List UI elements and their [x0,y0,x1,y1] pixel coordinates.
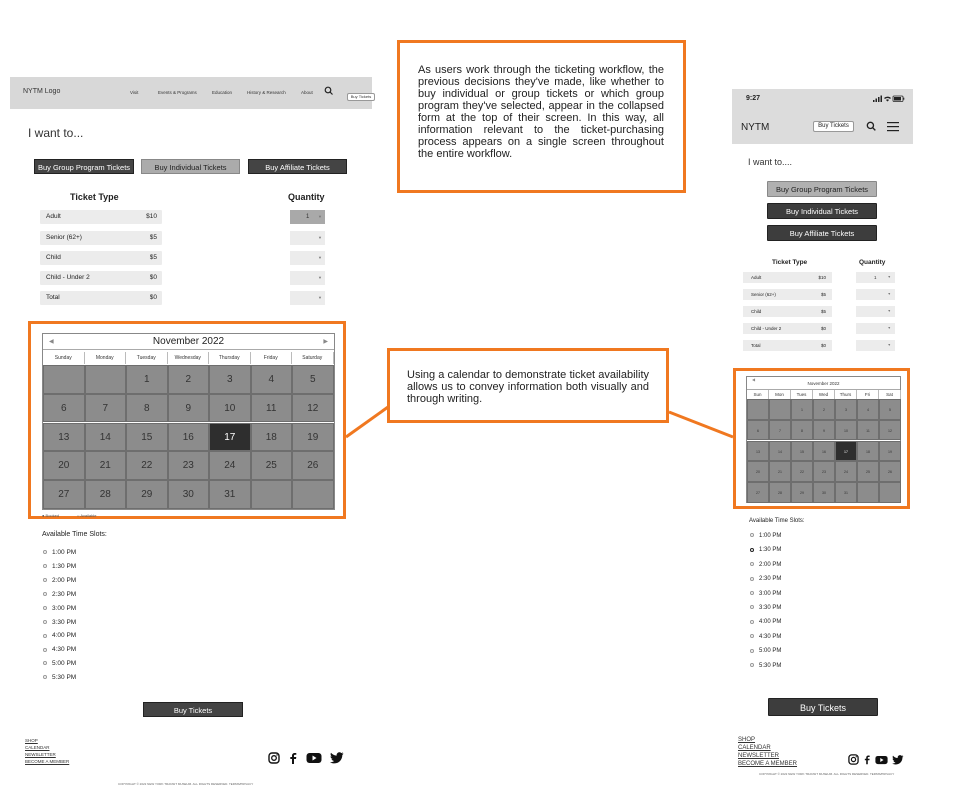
nav-history-research[interactable]: History & Research [247,90,286,95]
mobile-calendar-day[interactable]: 25 [857,461,879,482]
mobile-calendar-day[interactable]: 28 [769,482,791,503]
instagram-icon[interactable] [268,751,280,769]
radio-icon[interactable] [43,578,47,582]
quantity-select-adult[interactable]: 1 ▼ [290,210,325,224]
mobile-calendar-weekday-label: Fri [857,390,879,399]
chevron-down-icon: ▼ [887,326,891,330]
mobile-calendar-day[interactable]: 11 [857,420,879,441]
calendar-weekday-label: Saturday [292,352,334,364]
time-slot-option[interactable] [43,646,76,653]
calendar-day[interactable]: 23 [168,451,210,480]
calendar-day[interactable]: 12 [292,394,334,423]
radio-icon[interactable] [750,562,754,566]
calendar-day[interactable]: 18 [251,423,293,452]
nav-events-programs[interactable]: Events & Programs [158,90,197,95]
mobile-calendar-day[interactable]: 29 [791,482,813,503]
mobile-ticket-type-header: Ticket Type [772,259,808,266]
radio-icon[interactable] [43,620,47,624]
mobile-copyright: COPYRIGHT © 2022 NEW YORK TRANSIT MUSEUM. ALL RIGHTS RESERVED. TERMS/PRIVACY [759,772,895,776]
mobile-social-icons [848,752,912,770]
mobile-quantity-header: Quantity [859,259,886,266]
youtube-icon[interactable] [875,752,888,770]
instagram-icon[interactable] [848,752,859,770]
mobile-time-slot-option[interactable] [750,619,781,625]
radio-icon[interactable] [43,648,47,652]
mobile-calendar-day[interactable]: 10 [835,420,857,441]
chevron-down-icon: ▼ [318,295,322,300]
mobile-calendar-day[interactable]: 26 [879,461,901,482]
mobile-quantity-select-senior[interactable] [856,289,895,300]
time-slot-option[interactable] [43,674,76,681]
calendar-day[interactable]: 9 [168,394,210,423]
mobile-buy-tickets-button[interactable]: Buy Tickets [768,698,878,716]
calendar-weekday-label: Tuesday [126,352,168,364]
mobile-calendar-month: November 2022 [747,377,900,390]
mobile-calendar-empty-cell [857,482,879,503]
calendar-day[interactable]: 24 [209,451,251,480]
chevron-down-icon: ▼ [887,275,891,279]
calendar-day[interactable]: 31 [209,480,251,509]
calendar-day[interactable]: 7 [85,394,127,423]
quantity-select-total[interactable] [290,291,325,305]
radio-icon[interactable] [43,661,47,665]
mobile-calendar-weekday-label: Tues [791,390,813,399]
desktop-logo[interactable]: NYTM Logo [23,88,61,95]
calendar-day[interactable]: 22 [126,451,168,480]
radio-icon[interactable] [43,634,47,638]
footer-shop-link[interactable]: SHOP [25,738,38,743]
twitter-icon[interactable] [330,751,344,769]
chevron-down-icon: ▼ [887,309,891,313]
buy-individual-button[interactable]: Buy Individual Tickets [141,159,240,174]
mobile-status-bar [732,89,913,109]
mobile-time-slot-option[interactable] [750,576,781,582]
time-slot-label: 2:30 PM [52,590,77,598]
calendar-day[interactable]: 10 [209,394,251,423]
chevron-down-icon: ▼ [318,214,322,219]
calendar-day[interactable]: 25 [251,451,293,480]
mobile-calendar-day[interactable]: 3 [835,399,857,420]
nav-visit[interactable]: Visit [130,90,139,95]
calendar-weekday-label: Friday [251,352,293,364]
available-time-slots-label: Available Time Slots: [42,531,107,538]
legend-booked: ● Booked [42,513,60,518]
mobile-calendar-day[interactable]: 20 [747,461,769,482]
mobile-navbar [732,109,913,144]
calendar-day[interactable]: 27 [43,480,85,509]
i-want-to-heading: I want to... [28,126,84,140]
callout-workflow-note: As users work through the ticketing workflow, the previous decisions they've made, like whether to buy individual or group tickets or which group program they've selected, appear in the collapsed form at the top of their screen. In this way, all information relevant to the ticket-purchasing process appears on a single screen throughout the entire workflow. [397,40,686,193]
calendar-day[interactable]: 26 [292,451,334,480]
radio-icon[interactable] [43,606,47,610]
calendar-day[interactable]: 17 [209,423,251,452]
nav-about[interactable]: About [301,90,313,95]
quantity-select-senior[interactable] [290,231,325,245]
calendar-day[interactable]: 16 [168,423,210,452]
mobile-calendar-empty-cell [879,482,901,503]
radio-icon[interactable] [750,591,754,595]
radio-icon[interactable] [750,533,754,537]
calendar-day[interactable]: 15 [126,423,168,452]
mobile-calendar-day[interactable]: 17 [835,441,857,462]
calendar-day[interactable]: 19 [292,423,334,452]
callout-calendar-note: Using a calendar to demonstrate ticket availability allows us to convey information both visually and through writing. [387,348,669,423]
calendar-month: November 2022 [43,334,334,350]
mobile-calendar-day[interactable]: 23 [813,461,835,482]
mobile-calendar-day[interactable]: 8 [791,420,813,441]
calendar-prev-icon[interactable]: ◀ [49,339,54,345]
ticket-row-child-under-2: Child - Under 2 $0 [40,271,162,285]
mobile-footer-calendar-link[interactable]: CALENDAR [738,745,771,751]
mobile-calendar-day[interactable]: 21 [769,461,791,482]
calendar-weekday-label: Wednesday [168,352,210,364]
calendar-day[interactable]: 14 [85,423,127,452]
calendar-empty-cell [251,480,293,509]
mobile-footer-shop-link[interactable]: SHOP [738,737,756,743]
chevron-down-icon: ▼ [887,343,891,347]
mobile-calendar-day[interactable]: 19 [879,441,901,462]
buy-group-program-button[interactable]: Buy Group Program Tickets [34,159,134,174]
chevron-down-icon: ▼ [318,275,322,280]
mobile-calendar-day[interactable]: 27 [747,482,769,503]
status-icons [873,95,905,103]
mobile-time-slot-label: 2:00 PM [759,561,782,568]
nav-buy-tickets-button[interactable]: Buy Tickets [347,93,375,101]
calendar-day[interactable]: 4 [251,365,293,394]
radio-icon[interactable] [43,592,47,596]
calendar-day[interactable]: 30 [168,480,210,509]
calendar-weekday-label: Sunday [43,352,85,364]
mobile-calendar [746,376,901,503]
mobile-footer-member-link[interactable]: BECOME A MEMBER [738,761,798,767]
mobile-calendar-day[interactable]: 1 [791,399,813,420]
mobile-logo[interactable]: NYTM [741,122,770,133]
mobile-calendar-weekday-label: Sat [879,390,901,399]
mobile-ticket-row-senior: Senior (62+) $5 [743,289,832,300]
mobile-quantity-select-total[interactable] [856,340,895,351]
footer-newsletter-link[interactable]: NEWSLETTER [25,752,56,757]
calendar-empty-cell [43,365,85,394]
ticket-row-senior: Senior (62+) $5 [40,231,162,245]
time-slot-label: 2:00 PM [52,576,77,584]
calendar-day[interactable]: 21 [85,451,127,480]
twitter-icon[interactable] [892,752,904,770]
mobile-ticket-row-total: Total $0 [743,340,832,351]
calendar-day[interactable]: 29 [126,480,168,509]
hamburger-menu-icon[interactable] [887,121,899,132]
calendar-day[interactable]: 8 [126,394,168,423]
mobile-calendar-prev-icon[interactable]: ◀ [752,377,756,382]
mobile-time-slot-option[interactable] [750,533,781,539]
mobile-ticket-row-child: Child $5 [743,306,832,317]
mobile-time-slot-label: 4:00 PM [759,619,782,626]
mobile-ticket-row-adult: Adult $10 [743,272,832,283]
mobile-calendar-day[interactable]: 30 [813,482,835,503]
mobile-i-want-to-heading: I want to.... [748,157,793,167]
time-slot-label: 1:30 PM [52,562,77,570]
radio-icon[interactable] [43,550,47,554]
youtube-icon[interactable] [306,751,322,769]
mobile-time-slot-option[interactable] [750,547,781,553]
mobile-calendar-day[interactable]: 15 [791,441,813,462]
mobile-buy-group-program-button[interactable]: Buy Group Program Tickets [767,181,877,197]
time-slot-option[interactable] [43,619,76,626]
calendar-day[interactable]: 20 [43,451,85,480]
time-slot-label: 3:00 PM [52,604,77,612]
mobile-quantity-select-child[interactable] [856,306,895,317]
calendar-day[interactable]: 28 [85,480,127,509]
mobile-time-slot-option[interactable] [750,648,781,654]
search-icon[interactable] [324,86,334,96]
time-slot-option[interactable] [43,660,76,667]
mobile-calendar-day[interactable]: 22 [791,461,813,482]
calendar-weekday-label: Thursday [209,352,251,364]
mobile-quantity-select-adult[interactable]: 1 ▼ [856,272,895,283]
mobile-footer-newsletter-link[interactable]: NEWSLETTER [738,753,780,759]
mobile-calendar-day[interactable]: 5 [879,399,901,420]
time-slot-label: 4:00 PM [52,632,77,640]
chevron-down-icon: ▼ [318,255,322,260]
status-time: 9:27 [746,95,761,102]
mobile-time-slot-label: 5:00 PM [759,648,782,655]
mobile-time-slot-label: 5:30 PM [759,662,782,669]
mobile-calendar-weekday-label: Wed [813,390,835,399]
mobile-buy-individual-button[interactable]: Buy Individual Tickets [767,203,877,219]
time-slot-label: 5:30 PM [52,674,77,682]
facebook-icon[interactable] [863,752,871,770]
mobile-calendar-day[interactable]: 7 [769,420,791,441]
radio-icon[interactable] [750,663,754,667]
search-icon[interactable] [866,121,877,132]
mobile-time-slot-label: 4:30 PM [759,633,782,640]
desktop-copyright: COPYRIGHT © 2022 NEW YORK TRANSIT MUSEUM. ALL RIGHTS RESERVED. TERMS/PRIVACY [118,782,254,786]
calendar-day[interactable]: 5 [292,365,334,394]
mobile-time-slot-label: 1:00 PM [759,533,782,539]
mobile-nav-buy-button[interactable]: Buy Tickets [813,121,854,132]
mobile-time-slot-label: 3:00 PM [759,590,782,597]
ticket-row-adult: Adult $10 [40,210,162,224]
radio-icon[interactable] [43,564,47,568]
mobile-calendar-day[interactable]: 24 [835,461,857,482]
mobile-time-slot-option[interactable] [750,605,781,611]
mobile-time-slot-option[interactable] [750,591,781,597]
calendar-day[interactable]: 6 [43,394,85,423]
mobile-ticket-row-child-under-2: Child - Under 2 $0 [743,323,832,334]
mobile-time-slot-option[interactable] [750,634,781,640]
time-slot-label: 3:30 PM [52,618,77,626]
mobile-quantity-select-child-under-2[interactable] [856,323,895,334]
facebook-icon[interactable] [288,751,298,769]
time-slot-option[interactable] [43,549,76,556]
calendar-day[interactable]: 13 [43,423,85,452]
chevron-down-icon: ▼ [887,292,891,296]
ticket-row-child: Child $5 [40,251,162,265]
mobile-available-time-slots-label: Available Time Slots: [749,518,805,524]
calendar-day[interactable]: 3 [209,365,251,394]
mobile-time-slot-label: 3:30 PM [759,605,782,611]
calendar-next-icon[interactable]: ▶ [323,339,328,345]
ticket-row-total: Total $0 [40,291,162,305]
mobile-calendar-day[interactable]: 14 [769,441,791,462]
footer-member-link[interactable]: BECOME A MEMBER [25,759,70,764]
mobile-calendar-day[interactable]: 2 [813,399,835,420]
mobile-calendar-weekday-label: Thurs [835,390,857,399]
mobile-calendar-day[interactable]: 4 [857,399,879,420]
desktop-navbar [10,77,372,109]
time-slot-label: 4:30 PM [52,646,77,654]
mobile-calendar-day[interactable]: 6 [747,420,769,441]
calendar-day[interactable]: 2 [168,365,210,394]
calendar-day[interactable]: 11 [251,394,293,423]
calendar-empty-cell [85,365,127,394]
radio-icon[interactable] [750,577,754,581]
time-slot-option[interactable] [43,605,76,612]
radio-icon[interactable] [750,634,754,638]
buy-affiliate-button[interactable]: Buy Affiliate Tickets [248,159,347,174]
mobile-time-slot-label: 1:30 PM [759,547,782,554]
time-slot-option[interactable] [43,563,76,570]
mobile-calendar-weekday-label: Sun [747,390,769,399]
mobile-time-slot-option[interactable] [750,663,781,669]
mobile-calendar-empty-cell [769,399,791,420]
legend-available: ○ Available [77,513,97,518]
ticket-type-header: Ticket Type [70,192,119,202]
calendar-empty-cell [292,480,334,509]
time-slot-option[interactable] [43,632,76,639]
time-slot-option[interactable] [43,577,76,584]
mobile-calendar-empty-cell [747,399,769,420]
radio-icon[interactable] [750,649,754,653]
mobile-buy-affiliate-button[interactable]: Buy Affiliate Tickets [767,225,877,241]
footer-calendar-link[interactable]: CALENDAR [25,745,50,750]
chevron-down-icon: ▼ [318,235,322,240]
quantity-select-child-under-2[interactable] [290,271,325,285]
radio-icon[interactable] [43,675,47,679]
time-slot-label: 1:00 PM [52,549,77,556]
mobile-calendar-day[interactable]: 12 [879,420,901,441]
mobile-calendar-day[interactable]: 13 [747,441,769,462]
calendar-day[interactable]: 1 [126,365,168,394]
buy-tickets-button[interactable]: Buy Tickets [143,702,243,717]
quantity-select-child[interactable] [290,251,325,265]
radio-icon[interactable] [750,548,754,552]
desktop-calendar [42,333,335,510]
radio-icon[interactable] [750,605,754,609]
mobile-time-slot-label: 2:30 PM [759,576,782,583]
time-slot-option[interactable] [43,591,76,598]
mobile-calendar-day[interactable]: 9 [813,420,835,441]
mobile-time-slot-option[interactable] [750,562,781,568]
mobile-calendar-day[interactable]: 16 [813,441,835,462]
mobile-calendar-day[interactable]: 18 [857,441,879,462]
nav-education[interactable]: Education [212,90,233,95]
time-slot-label: 5:00 PM [52,660,77,668]
mobile-calendar-weekday-label: Mon [769,390,791,399]
quantity-header: Quantity [288,192,325,202]
radio-icon[interactable] [750,620,754,624]
calendar-weekday-label: Monday [85,352,127,364]
desktop-social-icons [268,751,352,769]
mobile-calendar-day[interactable]: 31 [835,482,857,503]
